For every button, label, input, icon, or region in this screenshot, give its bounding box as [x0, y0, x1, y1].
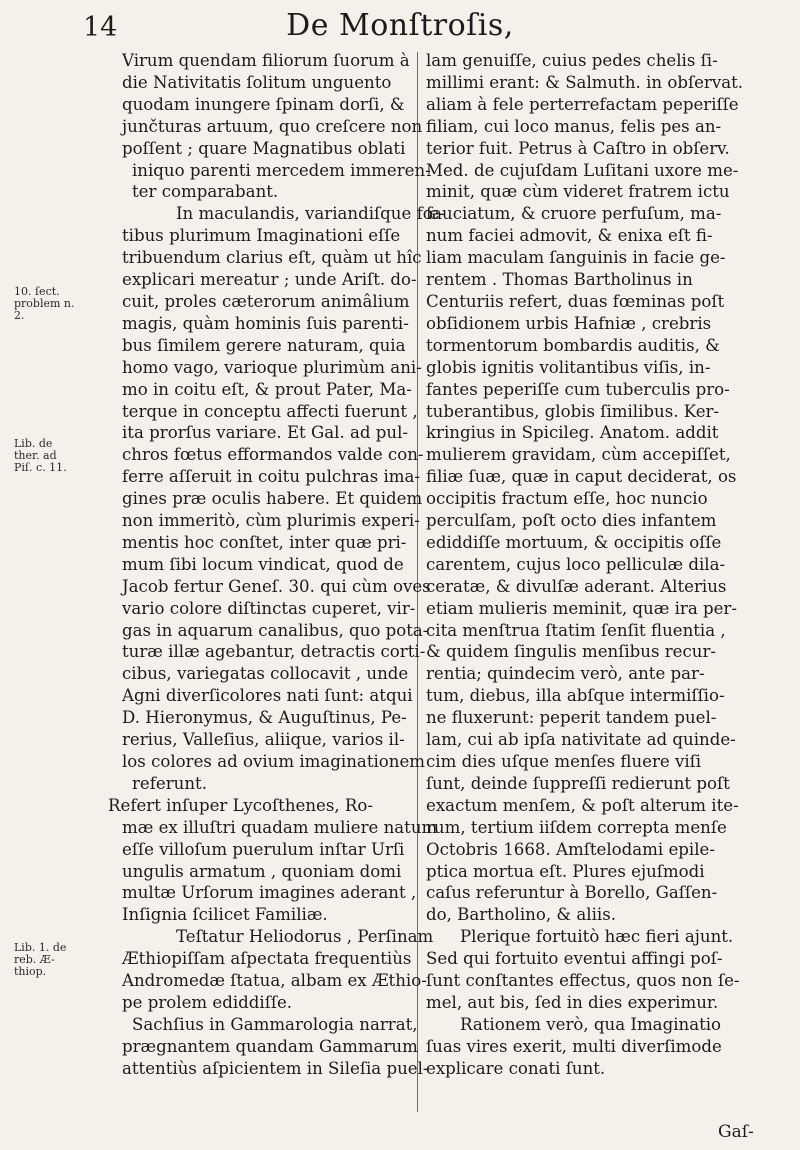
text-line: tormentorum bombardis auditis, &	[426, 335, 720, 355]
text-line: lam, cui ab ipſa nativitate ad quinde-	[426, 730, 736, 750]
text-line: tribuendum clarius eſt, quàm ut hîc	[122, 248, 422, 268]
text-line: mo in coitu eſt, & prout Pater, Ma-	[122, 379, 412, 399]
text-line: Octobris 1668. Amſtelodami epile-	[426, 839, 715, 859]
text-line: non immeritò, cùm plurimis experi-	[122, 511, 420, 531]
text-line: Plerique fortuitò hæc fieri ajunt.	[460, 927, 734, 947]
text-line: Rationem verò, qua Imaginatio	[460, 1014, 722, 1034]
text-line: multæ Urſorum imagines aderant ,	[122, 883, 417, 903]
text-line: ungulis armatum , quoniam domi	[122, 861, 402, 881]
text-line: globis ignitis volitantibus viſis, in-	[426, 357, 711, 377]
text-line: gas in aquarum canalibus, quo pota-	[122, 620, 429, 640]
text-line: filiæ ſuæ, quæ in caput deciderat, os	[426, 467, 737, 487]
text-line: rum, tertium iiſdem correpta menſe	[426, 817, 727, 837]
text-line: etiam mulieris meminit, quæ ira per-	[426, 598, 737, 618]
text-line: lam genuiſſe, cuius pedes chelis ſi-	[426, 51, 718, 70]
text-line: ſuas vires exerit, multi diverſimode	[426, 1036, 722, 1056]
text-line: do, Bartholino, & aliis.	[426, 905, 617, 925]
text-line: Agni diverſicolores nati ſunt: atqui	[122, 686, 413, 706]
text-line: gines præ oculis habere. Et quidem	[122, 489, 423, 509]
text-line: cibus, variegatas collocavit , unde	[122, 664, 409, 684]
text-line: ferre aſſeruit in coitu pulchras ima-	[122, 467, 421, 487]
right-column	[426, 50, 756, 1080]
text-line: ſunt conſtantes effectus, quos non ſe-	[426, 971, 740, 991]
text-line: ceratæ, & divulſæ aderant. Alterius	[426, 576, 727, 596]
text-line: turæ illæ agebantur, detractis corti-	[122, 642, 426, 662]
text-line: terior fuit. Petrus à Caſtro in obſerv.	[426, 138, 730, 158]
text-line: vario colore diſtinctas cuperet, vir-	[122, 598, 416, 618]
text-line: obſidionem urbis Hafniæ , crebris	[426, 313, 712, 333]
text-line: In maculandis, variandiſque fœ-	[176, 204, 445, 224]
text-line: rentia; quindecim verò, ante par-	[426, 664, 705, 684]
text-line: attentiùs aſpicientem in Sileſia puel-	[122, 1058, 429, 1078]
text-line: quodam inungere ſpinam dorſi, &	[122, 94, 405, 114]
text-line: Sed qui fortuito eventui affingi poſ-	[426, 949, 723, 969]
text-line: ter comparabant.	[132, 182, 279, 202]
text-line: fantes peperiſſe cum tuberculis pro-	[426, 379, 730, 399]
margin-note-heliodorus: Lib. 1. de reb. Æ-thiop.	[14, 941, 67, 978]
text-line: millimi erant: & Salmuth. in obſervat.	[426, 72, 744, 92]
text-line: Æthiopiſſam aſpectata frequentiùs	[122, 949, 412, 969]
text-line: ediddiſſe mortuum, & occipitis oſſe	[426, 532, 722, 552]
text-line: terque in conceptu affecti fuerunt ,	[122, 401, 418, 421]
text-line: junčturas artuum, quo creſcere non	[122, 116, 423, 136]
text-line: kringius in Spicileg. Anatom. addit	[426, 423, 719, 443]
text-line: eſſe villoſum puerulum inſtar Urſi	[122, 839, 405, 859]
text-line: ptica mortua eſt. Plures ejuſmodi	[426, 861, 705, 881]
text-line: aliam à fele perterrefactam peperiſſe	[426, 94, 739, 114]
text-line: Andromedæ ſtatua, albam ex Æthio-	[122, 971, 427, 991]
text-line: Inſignia ſcilicet Familiæ.	[122, 905, 328, 925]
text-line: Sachſius in Gammarologia narrat,	[132, 1014, 418, 1034]
text-line: magis, quàm hominis ſuis parenti-	[122, 313, 409, 333]
text-line: ne fluxerunt: peperit tandem puel-	[426, 708, 717, 728]
page-number: 14	[83, 12, 118, 43]
text-line: minit, quæ cùm videret fratrem ictu	[426, 182, 730, 202]
text-line: D. Hieronymus, & Auguſtinus, Pe-	[122, 708, 407, 728]
text-line: Med. de cujuſdam Luſitani uxore me-	[426, 160, 739, 180]
text-line: ſunt, deinde ſuppreſſi redierunt poſt	[426, 773, 730, 793]
text-line: Jacob fertur Geneſ. 30. qui cùm oves	[122, 576, 431, 596]
text-line: rentem . Thomas Bartholinus in	[426, 270, 693, 290]
text-line: chros fœtus efformandos valde con-	[122, 445, 424, 465]
margin-note-aristotle: 10. ſect. problem n. 2.	[14, 285, 75, 322]
left-column	[88, 50, 445, 1080]
text-line: tum, diebus, illa abſque intermiſſio-	[426, 686, 725, 706]
text-line: perculſam, poſt octo dies infantem	[426, 511, 717, 531]
text-line: explicari mereatur ; unde Ariſt. do-	[122, 270, 417, 290]
text-line: prægnantem quandam Gammarum	[122, 1036, 418, 1056]
text-line: & quidem ſingulis menſibus recur-	[426, 642, 717, 662]
text-line: filiam, cui loco manus, felis pes an-	[426, 116, 722, 136]
text-line: cita menſtrua ſtatim ſenſit fluentia ,	[426, 620, 726, 640]
text-line: cuit, proles cæterorum animâlium	[122, 291, 410, 311]
text-line: rerius, Valleſius, aliique, varios il-	[122, 730, 405, 750]
text-line: Refert inſuper Lycoſthenes, Ro-	[108, 795, 373, 815]
text-line: Teſtatur Heliodorus , Perſinam	[176, 927, 434, 947]
text-line: caſus referuntur à Borello, Gaſſen-	[426, 883, 718, 903]
text-line: exactum menſem, & poſt alterum ite-	[426, 795, 739, 815]
page-header	[0, 8, 800, 48]
text-line: tibus plurimum Imaginationi eſſe	[122, 226, 401, 246]
text-line: mel, aut bis, ſed in dies experimur.	[426, 992, 719, 1012]
text-line: mum ſibi locum vindicat, quod de	[122, 554, 404, 574]
text-line: mentis hoc conſtet, inter quæ pri-	[122, 532, 407, 552]
text-line: mæ ex illuſtri quadam muliere natum	[122, 817, 438, 837]
text-line: Virum quendam filiorum ſuorum à	[122, 51, 410, 70]
text-line: tuberantibus, globis ſimilibus. Ker-	[426, 401, 720, 421]
text-line: ſauciatum, & cruore perfuſum, ma-	[426, 204, 722, 224]
text-line: referunt.	[132, 773, 207, 793]
text-line: iniquo parenti mercedem immeren-	[132, 160, 431, 180]
text-line: ita prorſus variare. Et Gal. ad pul-	[122, 423, 409, 443]
text-line: bus ſimilem gerere naturam, quia	[122, 335, 406, 355]
text-line: pe prolem ediddiſſe.	[122, 992, 293, 1012]
text-line: carentem, cujus loco pelliculæ dila-	[426, 554, 726, 574]
text-line: cim dies uſque menſes fluere viſi	[426, 752, 702, 771]
text-line: Centuriis refert, duas fœminas poſt	[426, 291, 725, 311]
text-line: occipitis fractum eſſe, hoc nuncio	[426, 489, 708, 509]
running-title: De Monſtroſis,	[286, 8, 514, 43]
text-line: num faciei admovit, & enixa eſt fi-	[426, 226, 713, 246]
text-line: mulierem gravidam, cùm accepiſſet,	[426, 445, 731, 465]
text-line: homo vago, varioque plurimùm ani-	[122, 357, 422, 377]
text-line: los colores ad ovium imaginationem	[122, 752, 426, 771]
margin-note-galen: Lib. de ther. ad Piſ. c. 11.	[14, 437, 67, 474]
text-line: explicare conati ſunt.	[426, 1058, 606, 1078]
text-line: die Nativitatis ſolitum unguento	[122, 72, 392, 92]
text-line: poſſent ; quare Magnatibus oblati	[122, 138, 406, 158]
text-line: liam maculam ſanguinis in facie ge-	[426, 248, 726, 268]
catchword: Gaſ-	[718, 1122, 754, 1142]
